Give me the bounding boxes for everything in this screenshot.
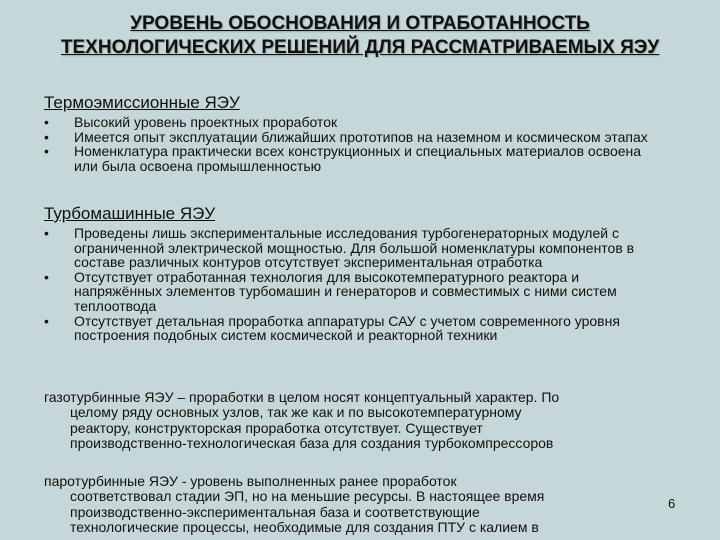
paragraph-line: производственно-экспериментальная база и соответствующие <box>70 503 480 520</box>
paragraph-line: паротурбинные ЯЭУ - уровень выполненных ранее проработок <box>44 473 457 489</box>
list-item: • Номенклатура практически всех конструкционных и специальных материалов освоена или была освоена промышленностью <box>44 143 642 174</box>
slide-title-line-2: ТЕХНОЛОГИЧЕСКИХ РЕШЕНИЙ ДЛЯ РАССМАТРИВАЕМЫХ ЯЭУ <box>60 37 660 58</box>
paragraph-line: соответствовал стадии ЭП, но на меньшие ресурсы. В настоящее время <box>70 488 545 505</box>
slide-title-line-1: УРОВЕНЬ ОБОСНОВАНИЯ И ОТРАБОТАННОСТЬ <box>130 13 590 34</box>
paragraph-line: целому ряду основных узлов, так же как и по высокотемпературному <box>70 404 522 421</box>
list-item: • Имеется опыт эксплуатации ближайших прототипов на наземном и космическом этапах <box>44 128 648 145</box>
list-item: • Проведены лишь экспериментальные исследования турбогенераторных модулей с ограниченной электрической мощностью. Для большой номенклатуры компонентов в составе различных контуров отсутствует экспериментальная отработка <box>44 225 635 271</box>
turbo-bullet-list <box>44 226 664 343</box>
gas-turbine-paragraph <box>44 390 694 452</box>
bullet-marker: • <box>44 114 49 130</box>
slide-title <box>0 12 720 60</box>
paragraph-line: газотурбинные ЯЭУ – проработки в целом носят концептуальный характер. По <box>44 389 560 405</box>
steam-turbine-paragraph <box>44 474 694 536</box>
bullet-marker: • <box>44 268 49 285</box>
list-item: • Высокий уровень проектных проработок <box>44 114 338 130</box>
paragraph-line: технологические процессы, необходимые для создания ПТУ с калием в <box>70 519 539 536</box>
turbo-heading: Турбомашинные ЯЭУ <box>44 204 216 223</box>
thermo-heading: Термоэмиссионные ЯЭУ <box>44 93 240 112</box>
paragraph-line: производственно-технологическая база для создания турбокомпрессоров <box>70 435 554 452</box>
page-number: 6 <box>668 496 676 511</box>
bullet-marker: • <box>44 143 49 160</box>
paragraph-line: реактору, конструкторская проработка отсутствует. Существует <box>70 419 483 436</box>
bullet-marker: • <box>44 225 49 241</box>
thermo-bullet-list <box>44 115 664 173</box>
list-item: • Отсутствует отработанная технология для высокотемпературного реактора и напряжённых элементов турбомашин и генераторов и совместимых с ними систем теплоотвода <box>44 268 617 314</box>
bullet-marker: • <box>44 312 49 329</box>
list-item: • Отсутствует детальная проработка аппаратуры САУ с учетом современного уровня построения подобных систем космической и реакторной техники <box>44 312 620 344</box>
bullet-marker: • <box>44 128 49 145</box>
